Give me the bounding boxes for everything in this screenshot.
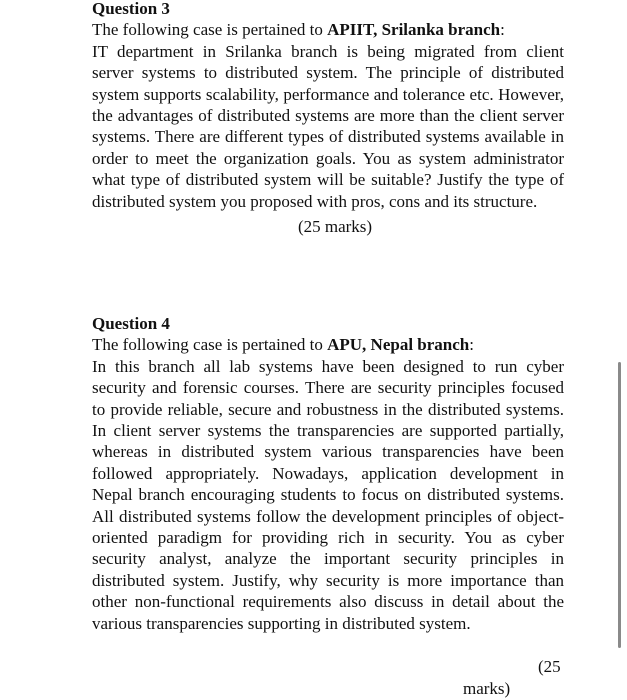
question-3-body: IT department in Srilanka branch is being migrated from client server systems to distributed system. The principle of distributed system supports scalability, performance and tolerance etc. However, the advantages of distributed systems are more than the client server systems. There are different types of distributed systems available in order to meet the organization goals. You as system administrator what type of distributed system will be suitable? Justify the type of distributed system you proposed with pros, cons and its structure.	[92, 41, 564, 211]
question-3-branch: APIIT, Srilanka branch	[327, 20, 501, 40]
question-4-marks-value: (25	[538, 657, 561, 676]
question-3-heading: Question 3	[92, 0, 170, 18]
question-3-intro-suffix: :	[500, 20, 505, 40]
question-4-branch: APU, Nepal branch	[327, 335, 470, 355]
vertical-scrollbar[interactable]	[618, 362, 621, 648]
question-4-section	[92, 313, 564, 634]
question-4-heading: Question 4	[92, 314, 170, 333]
question-3-intro-prefix: The following case is pertained to	[92, 20, 328, 40]
question-3-marks: (25 marks)	[297, 217, 373, 237]
question-4-intro-suffix: :	[469, 335, 474, 355]
question-4-body: In this branch all lab systems have been designed to run cyber security and forensic courses. There are security principles focused to provide reliable, secure and robustness in the distributed systems. In client server systems the transparencies are supported partially, whereas in distributed system various transparencies have been followed appropriately. Nowadays, application development in Nepal branch encouraging students to focus on distributed systems. All distributed systems follow the development principles of object-oriented paradigm for providing rich in security. You as cyber security analyst, analyze the important security principles in distributed system. Justify, why security is more importance than other non-functional requirements also discuss in detail about the various transparencies supporting in distributed system.	[92, 356, 564, 633]
question-3-intro	[92, 19, 564, 40]
question-4-intro	[92, 334, 564, 355]
question-4-marks-label: marks)	[463, 679, 511, 698]
question-4-intro-prefix: The following case is pertained to	[92, 335, 328, 355]
question-3-section	[92, 0, 564, 237]
